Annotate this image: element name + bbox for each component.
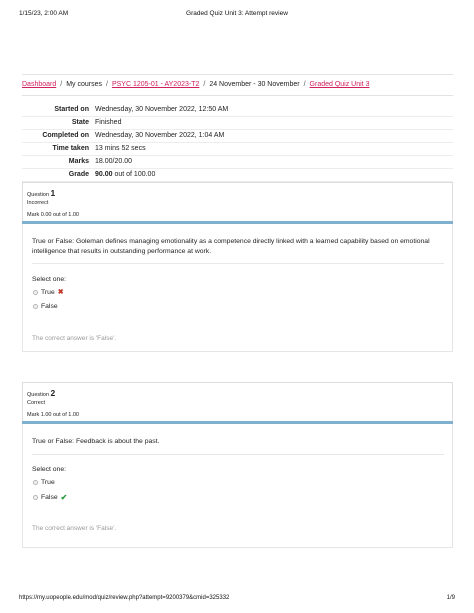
question-state: Incorrect bbox=[27, 200, 49, 206]
option-label: False bbox=[41, 494, 58, 501]
question-number bbox=[27, 188, 55, 198]
breadcrumb-separator: / bbox=[303, 81, 306, 88]
summary-row-marks bbox=[22, 156, 453, 169]
summary-value: 18.00/20.00 bbox=[95, 158, 132, 165]
question-2-content bbox=[22, 424, 453, 548]
option-false[interactable] bbox=[33, 493, 67, 502]
question-text: True or False: Feedback is about the past. bbox=[32, 438, 160, 445]
summary-value: Wednesday, 30 November 2022, 1:04 AM bbox=[95, 132, 225, 139]
summary-label: State bbox=[71, 119, 89, 126]
check-icon: ✔ bbox=[60, 493, 68, 502]
summary-label: Started on bbox=[54, 106, 89, 113]
question-1-info bbox=[22, 182, 453, 222]
print-url: https://my.uopeople.edu/mod/quiz/review.php?attempt=9200379&cmid=325332 bbox=[19, 595, 230, 601]
print-page-number: 1/9 bbox=[446, 595, 455, 601]
correct-answer-feedback: The correct answer is 'False'. bbox=[32, 525, 117, 532]
summary-label: Grade bbox=[68, 171, 89, 178]
summary-value: Finished bbox=[95, 119, 122, 126]
select-one-label: Select one: bbox=[32, 276, 67, 283]
print-title: Graded Quiz Unit 3: Attempt review bbox=[186, 10, 288, 17]
breadcrumb-separator: / bbox=[106, 81, 108, 88]
option-false[interactable] bbox=[33, 303, 58, 310]
question-2-info bbox=[22, 382, 453, 422]
attempt-summary-table bbox=[22, 104, 453, 182]
radio-button[interactable] bbox=[33, 290, 38, 295]
option-label: True bbox=[41, 479, 55, 486]
summary-label: Completed on bbox=[42, 132, 89, 139]
breadcrumb-quiz-link[interactable]: Graded Quiz Unit 3 bbox=[309, 81, 370, 88]
print-date: 1/15/23, 2:00 AM bbox=[19, 10, 69, 17]
question-text: True or False: Goleman defines managing emotionality as a competence directly linked with a learned capability based on emotional intelligence that results in outstanding performance at work. bbox=[32, 238, 430, 255]
question-number-value: 1 bbox=[50, 188, 56, 198]
grade-value: 90.00 bbox=[95, 171, 113, 178]
breadcrumb-week: 24 November - 30 November bbox=[209, 81, 300, 88]
option-label: True bbox=[41, 288, 55, 296]
correct-answer-feedback: The correct answer is 'False'. bbox=[32, 335, 117, 342]
summary-label: Marks bbox=[68, 158, 89, 165]
option-true[interactable] bbox=[33, 288, 64, 296]
breadcrumb-separator: / bbox=[60, 81, 63, 88]
question-mark: Mark 0.00 out of 1.00 bbox=[27, 212, 79, 218]
question-mark: Mark 1.00 out of 1.00 bbox=[27, 412, 79, 418]
select-one-label: Select one: bbox=[32, 466, 67, 473]
summary-row-time-taken bbox=[22, 143, 453, 156]
question-number-value: 2 bbox=[50, 388, 56, 398]
question-prefix: Question bbox=[27, 392, 50, 398]
summary-row-started bbox=[22, 104, 453, 117]
summary-row-grade bbox=[22, 169, 453, 182]
summary-label: Time taken bbox=[52, 145, 89, 152]
breadcrumb-my-courses: My courses bbox=[66, 81, 102, 88]
cross-icon: ✖ bbox=[57, 289, 64, 296]
summary-value bbox=[95, 169, 453, 181]
radio-button[interactable] bbox=[33, 480, 38, 485]
radio-button[interactable] bbox=[33, 304, 38, 309]
summary-value: Wednesday, 30 November 2022, 12:50 AM bbox=[95, 106, 229, 113]
breadcrumb-course-link[interactable]: PSYC 1205-01 - AY2023-T2 bbox=[111, 81, 200, 88]
summary-row-state bbox=[22, 117, 453, 130]
question-prefix: Question bbox=[27, 192, 50, 198]
summary-row-completed bbox=[22, 130, 453, 143]
option-true[interactable] bbox=[33, 479, 55, 486]
breadcrumb-dashboard-link[interactable]: Dashboard bbox=[22, 81, 57, 88]
summary-value: 13 mins 52 secs bbox=[95, 145, 146, 152]
grade-out-of: out of 100.00 bbox=[112, 171, 156, 178]
breadcrumb-separator: / bbox=[203, 81, 206, 88]
radio-button[interactable] bbox=[33, 495, 38, 500]
breadcrumb bbox=[22, 74, 453, 96]
question-number bbox=[27, 388, 55, 398]
question-divider bbox=[32, 263, 444, 264]
question-1-content bbox=[22, 224, 453, 352]
option-label: False bbox=[41, 303, 58, 310]
question-divider bbox=[32, 454, 444, 455]
question-state: Correct bbox=[27, 400, 46, 406]
